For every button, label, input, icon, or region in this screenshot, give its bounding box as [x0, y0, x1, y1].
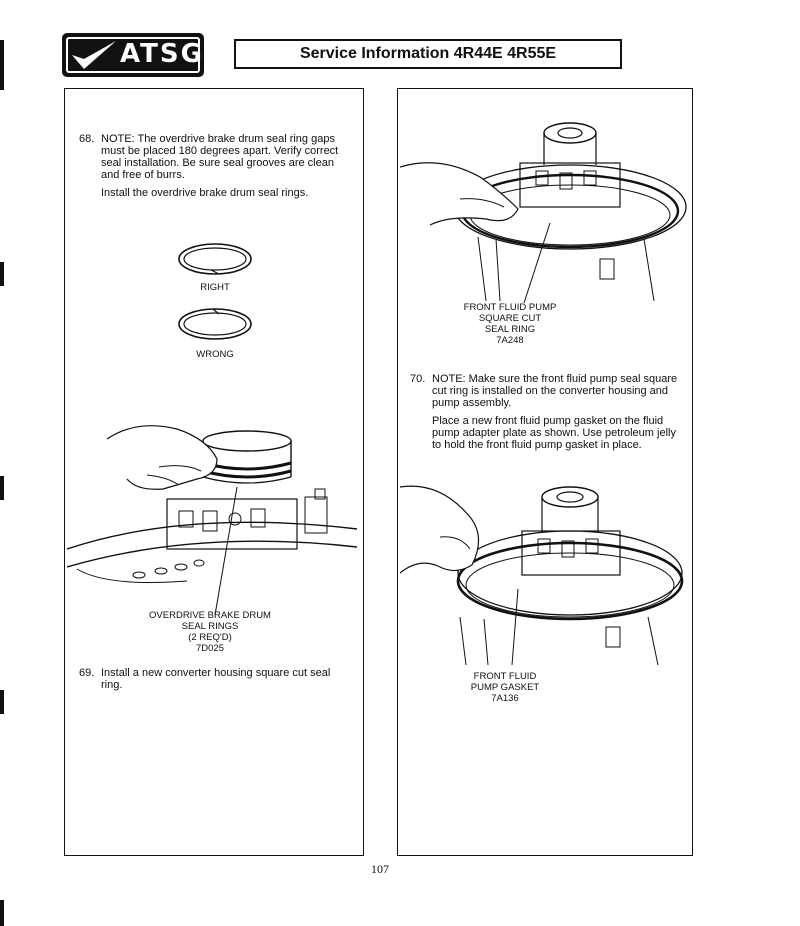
callout-front-pump-seal-ring: FRONT FLUID PUMP SQUARE CUT SEAL RING 7A248	[463, 302, 557, 346]
step-number: 70.	[410, 373, 426, 385]
binding-mark	[0, 690, 4, 714]
seal-ring-right-illustration	[175, 239, 255, 279]
overdrive-drum-illustration	[67, 419, 361, 619]
note-line: seal installation. Be sure seal grooves are clean	[101, 157, 334, 169]
ring-wrong-label: WRONG	[196, 349, 234, 360]
atsg-logo	[62, 33, 204, 77]
logo-text: ATSG	[120, 39, 204, 69]
pump-gasket-illustration	[400, 477, 690, 667]
page-title: Service Information 4R44E 4R55E	[234, 39, 622, 69]
binding-mark	[0, 40, 4, 90]
left-column: 68. NOTE: The overdrive brake drum seal ring gaps must be placed 180 degrees apart. Verify correct seal installation. Be sure seal grooves are clean and free of burrs. Install the overdrive brake drum seal rings. RIGHT WRONG OVERDRIVE BRAKE DRUM SEAL RINGS (2 REQ'D) 7D025 69. Install a new converter housing square cut seal ring.	[64, 88, 364, 856]
pump-seal-ring-illustration	[400, 115, 690, 305]
ring-right-label: RIGHT	[200, 282, 230, 293]
callout-overdrive-seal-rings: OVERDRIVE BRAKE DRUM SEAL RINGS (2 REQ'D) 7D025	[149, 610, 271, 654]
page-number: 107	[371, 862, 389, 876]
binding-mark	[0, 900, 4, 926]
callout-front-pump-gasket: FRONT FLUID PUMP GASKET 7A136	[470, 671, 540, 704]
checkmark-logo-icon	[70, 39, 118, 71]
note-line: and free of burrs.	[101, 169, 185, 181]
step-number: 68.	[79, 133, 95, 145]
step-instruction: Install the overdrive brake drum seal rings.	[101, 187, 309, 199]
step-number: 69.	[79, 667, 95, 679]
seal-ring-wrong-illustration	[175, 304, 255, 344]
binding-mark	[0, 476, 4, 500]
note-line: NOTE: The overdrive brake drum seal ring gaps	[101, 133, 335, 145]
binding-mark	[0, 262, 4, 286]
note-line: must be placed 180 degrees apart. Verify correct	[101, 145, 339, 157]
right-column: FRONT FLUID PUMP SQUARE CUT SEAL RING 7A248 70. NOTE: Make sure the front fluid pump seal square cut ring is installed on the converter housing and pump assembly. Place a new front fluid pump gasket on the fluid pump adapter plate as shown. Use petroleum jelly to hold the front fluid pump gasket in place. FRONT FLUID PUMP GASKET 7A136	[397, 88, 693, 856]
